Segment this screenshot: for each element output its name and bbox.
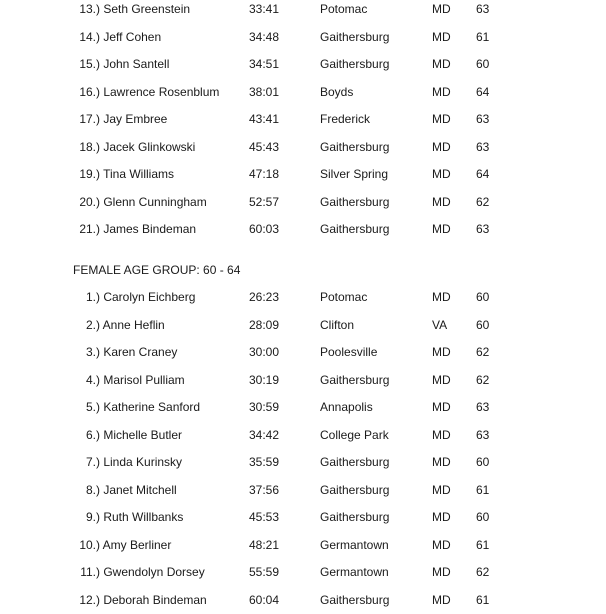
finish-time: 28:09 [249,318,280,332]
runner-age: 64 [476,167,490,181]
finish-time: 33:41 [249,2,280,16]
runner-state: MD [432,85,451,99]
runner-age: 60 [476,510,490,524]
runner-age: 60 [476,290,490,304]
runner-city: Boyds [320,85,354,99]
runner-city: Gaithersburg [320,455,390,469]
result-row [0,56,606,72]
runner-state: MD [432,140,451,154]
result-row [0,317,606,333]
finish-time: 34:51 [249,57,280,71]
runner-city: Gaithersburg [320,195,390,209]
finish-time: 30:19 [249,373,280,387]
result-row [0,84,606,100]
runner-city: Gaithersburg [320,373,390,387]
runner-city: Gaithersburg [320,593,390,607]
runner-city: Clifton [320,318,355,332]
runner-name: 16.) Lawrence Rosenblum [79,85,220,99]
runner-age: 61 [476,593,490,607]
runner-state: MD [432,483,451,497]
runner-age: 62 [476,195,490,209]
runner-state: MD [432,195,451,209]
runner-state: MD [432,510,451,524]
runner-city: Germantown [320,565,389,579]
runner-state: MD [432,222,451,236]
runner-name: 4.) Marisol Pulliam [85,373,185,387]
finish-time: 34:42 [249,428,280,442]
finish-time: 52:57 [249,195,280,209]
runner-city: Gaithersburg [320,30,390,44]
runner-name: 14.) Jeff Cohen [79,30,162,44]
result-row [0,111,606,127]
runner-city: Gaithersburg [320,510,390,524]
result-row [0,166,606,182]
runner-state: MD [432,565,451,579]
finish-time: 35:59 [249,455,280,469]
runner-state: MD [432,57,451,71]
finish-time: 60:04 [249,593,280,607]
runner-city: College Park [320,428,389,442]
runner-city: Poolesville [320,345,378,359]
runner-city: Germantown [320,538,389,552]
runner-age: 63 [476,400,490,414]
runner-age: 60 [476,455,490,469]
runner-state: MD [432,345,451,359]
runner-age: 62 [476,345,490,359]
runner-city: Annapolis [320,400,373,414]
runner-city: Frederick [320,112,371,126]
runner-age: 61 [476,538,490,552]
age-group-heading: FEMALE AGE GROUP: 60 - 64 [73,263,241,277]
runner-state: MD [432,400,451,414]
result-row [0,427,606,443]
finish-time: 45:43 [249,140,280,154]
runner-age: 63 [476,112,490,126]
result-row [0,482,606,498]
runner-age: 60 [476,318,490,332]
runner-state: VA [432,318,448,332]
runner-name: 12.) Deborah Bindeman [79,593,207,607]
result-row [0,194,606,210]
runner-city: Gaithersburg [320,57,390,71]
runner-name: 17.) Jay Embree [79,112,168,126]
finish-time: 38:01 [249,85,280,99]
finish-time: 26:23 [249,290,280,304]
runner-state: MD [432,112,451,126]
runner-state: MD [432,538,451,552]
runner-name: 21.) James Bindeman [79,222,197,236]
runner-name: 8.) Janet Mitchell [85,483,177,497]
runner-name: 9.) Ruth Willbanks [85,510,184,524]
runner-name: 3.) Karen Craney [85,345,178,359]
finish-time: 30:59 [249,400,280,414]
runner-name: 11.) Gwendolyn Dorsey [80,565,205,579]
finish-time: 43:41 [249,112,280,126]
runner-age: 61 [476,483,490,497]
runner-age: 63 [476,2,490,16]
runner-name: 19.) Tina Williams [79,167,174,181]
runner-name: 7.) Linda Kurinsky [85,455,183,469]
runner-state: MD [432,593,451,607]
finish-time: 30:00 [249,345,280,359]
runner-city: Gaithersburg [320,222,390,236]
runner-city: Gaithersburg [320,483,390,497]
runner-age: 61 [476,30,490,44]
finish-time: 47:18 [249,167,280,181]
runner-name: 2.) Anne Heflin [85,318,165,332]
runner-age: 62 [476,373,490,387]
runner-age: 63 [476,222,490,236]
runner-name: 15.) John Santell [79,57,170,71]
finish-time: 34:48 [249,30,280,44]
result-row [0,221,606,237]
runner-name: 6.) Michelle Butler [85,428,183,442]
runner-name: 10.) Amy Berliner [79,538,172,552]
runner-age: 62 [476,565,490,579]
result-row [0,139,606,155]
runner-state: MD [432,428,451,442]
result-row [0,372,606,388]
runner-name: 5.) Katherine Sanford [85,400,201,414]
result-row [0,564,606,580]
runner-city: Gaithersburg [320,140,390,154]
result-row [0,509,606,525]
runner-name: 1.) Carolyn Eichberg [85,290,196,304]
runner-name: 20.) Glenn Cunningham [79,195,207,209]
result-row [0,344,606,360]
runner-city: Potomac [320,2,368,16]
runner-city: Potomac [320,290,368,304]
finish-time: 55:59 [249,565,280,579]
result-row [0,1,606,17]
runner-age: 63 [476,140,490,154]
runner-state: MD [432,290,451,304]
finish-time: 60:03 [249,222,280,236]
result-row [0,537,606,553]
runner-name: 18.) Jacek Glinkowski [79,140,196,154]
runner-state: MD [432,373,451,387]
result-row [0,592,606,608]
runner-state: MD [432,2,451,16]
finish-time: 37:56 [249,483,280,497]
runner-state: MD [432,30,451,44]
runner-age: 64 [476,85,490,99]
finish-time: 45:53 [249,510,280,524]
runner-age: 63 [476,428,490,442]
runner-state: MD [432,455,451,469]
result-row [0,289,606,305]
result-row [0,399,606,415]
runner-state: MD [432,167,451,181]
runner-name: 13.) Seth Greenstein [79,2,191,16]
finish-time: 48:21 [249,538,280,552]
runner-city: Silver Spring [320,167,389,181]
result-row [0,29,606,45]
runner-age: 60 [476,57,490,71]
result-row [0,454,606,470]
